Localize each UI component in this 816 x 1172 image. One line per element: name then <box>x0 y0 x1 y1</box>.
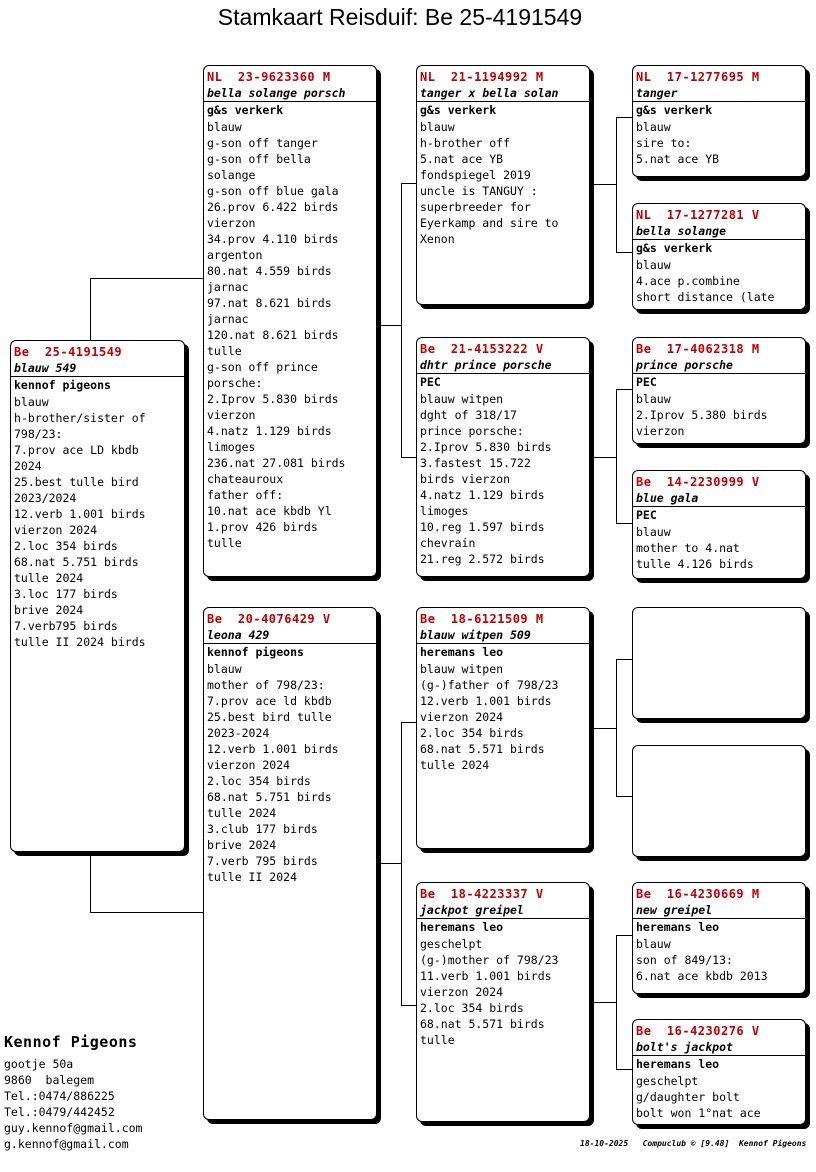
note-line: g-son off bella <box>207 152 311 166</box>
note-line: limoges <box>207 440 256 454</box>
note-line: 68.nat 5.751 birds <box>207 790 332 804</box>
connector-line <box>589 728 616 729</box>
note-line: 3.loc 177 birds <box>14 587 118 601</box>
owner-name: Kennof Pigeons <box>4 1033 138 1051</box>
note-line: tulle 2024 <box>14 571 84 585</box>
connector-line <box>90 912 204 913</box>
note-line: 2.Iprov 5.380 birds <box>636 408 768 422</box>
pigeon-card-mother-mother <box>416 882 590 1122</box>
note-line: blauw <box>420 120 455 134</box>
connector-line <box>401 183 417 184</box>
connector-line <box>616 935 617 1069</box>
pigeon-notes <box>636 524 754 572</box>
connector-line <box>90 850 91 912</box>
ring-number: NL 23-9623360 M <box>207 70 331 84</box>
connector-line <box>616 1069 633 1070</box>
ring-number: Be 16-4230276 V <box>636 1024 760 1038</box>
pigeon-notes <box>420 119 558 247</box>
pigeon-card-mother <box>203 607 377 1120</box>
note-line: vierzon 2024 <box>207 758 291 772</box>
note-line: 2.loc 354 birds <box>207 774 311 788</box>
note-line: 2.Iprov 5.830 birds <box>420 440 552 454</box>
note-line: tulle II 2024 birds <box>14 635 146 649</box>
connector-line <box>376 863 401 864</box>
footer-credit: 18-10-2025 Compuclub © [9.48] Kennof Pigeons <box>580 1139 807 1148</box>
connector-line <box>90 278 91 340</box>
note-line: 97.nat 8.621 birds <box>207 296 332 310</box>
note-line: tulle 2024 <box>420 758 490 772</box>
divider <box>633 373 805 374</box>
note-line: g-son off prince <box>207 360 318 374</box>
owner-address: gootje 50a <box>4 1057 74 1071</box>
breeder-name: g&s verkerk <box>636 241 713 255</box>
note-line: blauw <box>636 937 671 951</box>
owner-email: g.kennof@gmail.com <box>4 1137 129 1151</box>
divider <box>11 376 184 377</box>
note-line: g/daughter bolt <box>636 1090 740 1104</box>
note-line: tulle 4.126 birds <box>636 557 754 571</box>
pigeon-card-empty <box>632 607 806 719</box>
pigeon-card-mmm <box>632 1019 806 1125</box>
connector-line <box>401 722 402 1005</box>
breeder-name: heremans leo <box>636 920 720 934</box>
divider <box>204 101 376 102</box>
pigeon-notes <box>636 391 768 439</box>
divider <box>633 1055 805 1056</box>
note-line: Xenon <box>420 232 455 246</box>
pigeon-notes <box>636 936 768 984</box>
pigeon-notes <box>636 257 774 305</box>
note-line: 2023-2024 <box>207 726 270 740</box>
note-line: jarnac <box>207 280 249 294</box>
note-line: 26.prov 6.422 birds <box>207 200 339 214</box>
pigeon-name: blauw witpen 509 <box>420 628 531 642</box>
ring-number: NL 17-1277281 V <box>636 208 760 222</box>
pigeon-name: new greipel <box>636 903 713 917</box>
note-line: 2.loc 354 birds <box>420 726 524 740</box>
pigeon-notes <box>636 119 719 167</box>
note-line: argenton <box>207 248 263 262</box>
divider <box>417 643 589 644</box>
divider <box>633 506 805 507</box>
note-line: blauw <box>14 395 49 409</box>
pigeon-card-ffm <box>632 203 806 310</box>
note-line: 68.nat 5.571 birds <box>420 742 545 756</box>
ring-number: Be 18-6121509 M <box>420 612 544 626</box>
connector-line <box>616 117 633 118</box>
note-line: bolt won 1°nat ace <box>636 1106 761 1120</box>
breeder-name: PEC <box>420 375 441 389</box>
pigeon-notes <box>207 661 339 885</box>
note-line: father off: <box>207 488 284 502</box>
note-line: (g-)father of 798/23 <box>420 678 559 692</box>
note-line: jarnac <box>207 312 249 326</box>
note-line: 25.best tulle bird <box>14 475 139 489</box>
connector-line <box>401 183 402 457</box>
note-line: vierzon <box>207 408 256 422</box>
note-line: 34.prov 4.110 birds <box>207 232 339 246</box>
note-line: blauw witpen <box>420 662 504 676</box>
note-line: 12.verb 1.001 birds <box>207 742 339 756</box>
note-line: chevrain <box>420 536 476 550</box>
note-line: dght of 318/17 <box>420 408 517 422</box>
owner-city: 9860 balegem <box>4 1073 95 1087</box>
note-line: 7.prov ace ld kbdb <box>207 694 332 708</box>
divider <box>417 373 589 374</box>
pigeon-name: leona 429 <box>207 628 270 642</box>
pigeon-card-subject <box>10 340 185 852</box>
note-line: 7.prov ace LD kbdb <box>14 443 139 457</box>
note-line: 10.reg 1.597 birds <box>420 520 545 534</box>
pigeon-name: tanger <box>636 86 678 100</box>
divider <box>633 918 805 919</box>
note-line: sire to: <box>636 136 692 150</box>
connector-line <box>616 252 633 253</box>
pigeon-name: tanger x bella solan <box>420 86 559 100</box>
pigeon-notes <box>420 391 552 567</box>
pigeon-name: blauw 549 <box>14 361 77 375</box>
note-line: 6.nat ace kbdb 2013 <box>636 969 768 983</box>
connector-line <box>401 722 417 723</box>
note-line: short distance (late <box>636 290 775 304</box>
note-line: blauw <box>636 258 671 272</box>
note-line: solange <box>207 168 256 182</box>
divider <box>417 101 589 102</box>
connector-line <box>589 1002 616 1003</box>
note-line: limoges <box>420 504 469 518</box>
note-line: blauw witpen <box>420 392 504 406</box>
breeder-name: heremans leo <box>420 645 504 659</box>
pigeon-card-mother-father <box>416 607 590 849</box>
note-line: chateauroux <box>207 472 284 486</box>
breeder-name: PEC <box>636 508 657 522</box>
connector-line <box>401 457 417 458</box>
pigeon-card-fmf <box>632 337 806 444</box>
note-line: tulle II 2024 <box>207 870 298 884</box>
note-line: h-brother off <box>420 136 511 150</box>
divider <box>633 239 805 240</box>
connector-line <box>616 935 633 936</box>
page-title: Stamkaart Reisduif: Be 25-4191549 <box>217 4 583 30</box>
note-line: vierzon 2024 <box>420 985 504 999</box>
note-line: blauw <box>636 525 671 539</box>
note-line: 68.nat 5.751 birds <box>14 555 139 569</box>
note-line: 7.verb795 birds <box>14 619 118 633</box>
note-line: 2024 <box>14 459 42 473</box>
pigeon-name: bella solange porsch <box>207 86 346 100</box>
ring-number: Be 20-4076429 V <box>207 612 331 626</box>
connector-line <box>90 278 204 279</box>
note-line: mother to 4.nat <box>636 541 740 555</box>
note-line: 12.verb 1.001 birds <box>420 694 552 708</box>
breeder-name: heremans leo <box>420 920 504 934</box>
breeder-name: g&s verkerk <box>207 103 284 117</box>
note-line: 4.natz 1.129 birds <box>420 488 545 502</box>
connector-line <box>589 457 616 458</box>
pigeon-notes <box>207 119 345 551</box>
pigeon-name: bolt's jackpot <box>636 1040 733 1054</box>
owner-phone: Tel.:0479/442452 <box>4 1105 115 1119</box>
note-line: 7.verb 795 birds <box>207 854 318 868</box>
breeder-name: g&s verkerk <box>636 103 713 117</box>
connector-line <box>616 796 633 797</box>
pigeon-name: bella solange <box>636 224 727 238</box>
pigeon-card-fff <box>632 65 806 177</box>
note-line: vierzon <box>636 424 685 438</box>
note-line: birds vierzon <box>420 472 511 486</box>
breeder-name: g&s verkerk <box>420 103 497 117</box>
note-line: brive 2024 <box>207 838 277 852</box>
note-line: blauw <box>636 392 671 406</box>
note-line: 120.nat 8.621 birds <box>207 328 339 342</box>
note-line: blauw <box>636 120 671 134</box>
pigeon-card-father <box>203 65 377 577</box>
pigeon-card-father-father <box>416 65 590 305</box>
connector-line <box>616 389 633 390</box>
ring-number: Be 21-4153222 V <box>420 342 544 356</box>
note-line: 5.nat ace YB <box>636 152 720 166</box>
divider <box>204 643 376 644</box>
note-line: porsche: <box>207 376 263 390</box>
pigeon-card-empty <box>632 745 806 857</box>
note-line: geschelpt <box>636 1074 699 1088</box>
pigeon-card-father-mother <box>416 337 590 577</box>
breeder-name: heremans leo <box>636 1057 720 1071</box>
pigeon-notes <box>420 661 558 773</box>
owner-info <box>4 1034 142 1152</box>
note-line: 5.nat ace YB <box>420 152 504 166</box>
breeder-name: kennof pigeons <box>207 645 304 659</box>
note-line: g-son off blue gala <box>207 184 339 198</box>
connector-line <box>589 184 616 185</box>
pigeon-notes <box>14 394 146 650</box>
note-line: brive 2024 <box>14 603 84 617</box>
note-line: 80.nat 4.559 birds <box>207 264 332 278</box>
note-line: geschelpt <box>420 937 483 951</box>
pigeon-notes <box>636 1073 761 1121</box>
divider <box>633 101 805 102</box>
pigeon-card-fmm <box>632 470 806 579</box>
note-line: vierzon <box>207 216 256 230</box>
breeder-name: kennof pigeons <box>14 378 111 392</box>
note-line: 12.verb 1.001 birds <box>14 507 146 521</box>
note-line: tulle <box>207 344 242 358</box>
connector-line <box>616 659 633 660</box>
note-line: 4.natz 1.129 birds <box>207 424 332 438</box>
ring-number: Be 16-4230669 M <box>636 887 760 901</box>
note-line: 4.ace p.combine <box>636 274 740 288</box>
note-line: 2.Iprov 5.830 birds <box>207 392 339 406</box>
note-line: blauw <box>207 120 242 134</box>
ring-number: Be 17-4062318 M <box>636 342 760 356</box>
connector-line <box>616 659 617 796</box>
note-line: tulle <box>207 536 242 550</box>
ring-number: NL 17-1277695 M <box>636 70 760 84</box>
connector-line <box>401 1005 417 1006</box>
breeder-name: PEC <box>636 375 657 389</box>
owner-phone: Tel.:0474/886225 <box>4 1089 115 1103</box>
ring-number: Be 25-4191549 <box>14 345 123 359</box>
connector-line <box>616 389 617 523</box>
owner-email: guy.kennof@gmail.com <box>4 1121 143 1135</box>
note-line: 236.nat 27.081 birds <box>207 456 346 470</box>
note-line: vierzon 2024 <box>14 523 98 537</box>
ring-number: Be 18-4223337 V <box>420 887 544 901</box>
note-line: 1.prov 426 birds <box>207 520 318 534</box>
note-line: tulle <box>420 1033 455 1047</box>
note-line: (g-)mother of 798/23 <box>420 953 559 967</box>
pigeon-notes <box>420 936 558 1048</box>
ring-number: NL 21-1194992 M <box>420 70 544 84</box>
note-line: 21.reg 2.572 birds <box>420 552 545 566</box>
pigeon-name: dhtr prince porsche <box>420 358 552 372</box>
note-line: 798/23: <box>14 427 63 441</box>
note-line: tulle 2024 <box>207 806 277 820</box>
note-line: son of 849/13: <box>636 953 733 967</box>
note-line: 25.best bird tulle <box>207 710 332 724</box>
note-line: 2.loc 354 birds <box>14 539 118 553</box>
connector-line <box>616 523 633 524</box>
pigeon-name: blue gala <box>636 491 699 505</box>
note-line: 3.club 177 birds <box>207 822 318 836</box>
note-line: h-brother/sister of <box>14 411 146 425</box>
ring-number: Be 14-2230999 V <box>636 475 760 489</box>
note-line: 68.nat 5.571 birds <box>420 1017 545 1031</box>
note-line: mother of 798/23: <box>207 678 325 692</box>
note-line: 10.nat ace kbdb Yl <box>207 504 332 518</box>
note-line: superbreeder for <box>420 200 531 214</box>
note-line: g-son off tanger <box>207 136 318 150</box>
pigeon-name: prince porsche <box>636 358 733 372</box>
note-line: 2.loc 354 birds <box>420 1001 524 1015</box>
connector-line <box>376 325 401 326</box>
note-line: 3.fastest 15.722 <box>420 456 531 470</box>
note-line: fondspiegel 2019 <box>420 168 531 182</box>
note-line: 2023/2024 <box>14 491 77 505</box>
connector-line <box>616 117 617 252</box>
pigeon-card-mmf <box>632 882 806 994</box>
note-line: uncle is TANGUY : <box>420 184 538 198</box>
note-line: prince porsche: <box>420 424 524 438</box>
note-line: 11.verb 1.001 birds <box>420 969 552 983</box>
note-line: vierzon 2024 <box>420 710 504 724</box>
note-line: blauw <box>207 662 242 676</box>
note-line: Eyerkamp and sire to <box>420 216 559 230</box>
pigeon-name: jackpot greipel <box>420 903 524 917</box>
divider <box>417 918 589 919</box>
